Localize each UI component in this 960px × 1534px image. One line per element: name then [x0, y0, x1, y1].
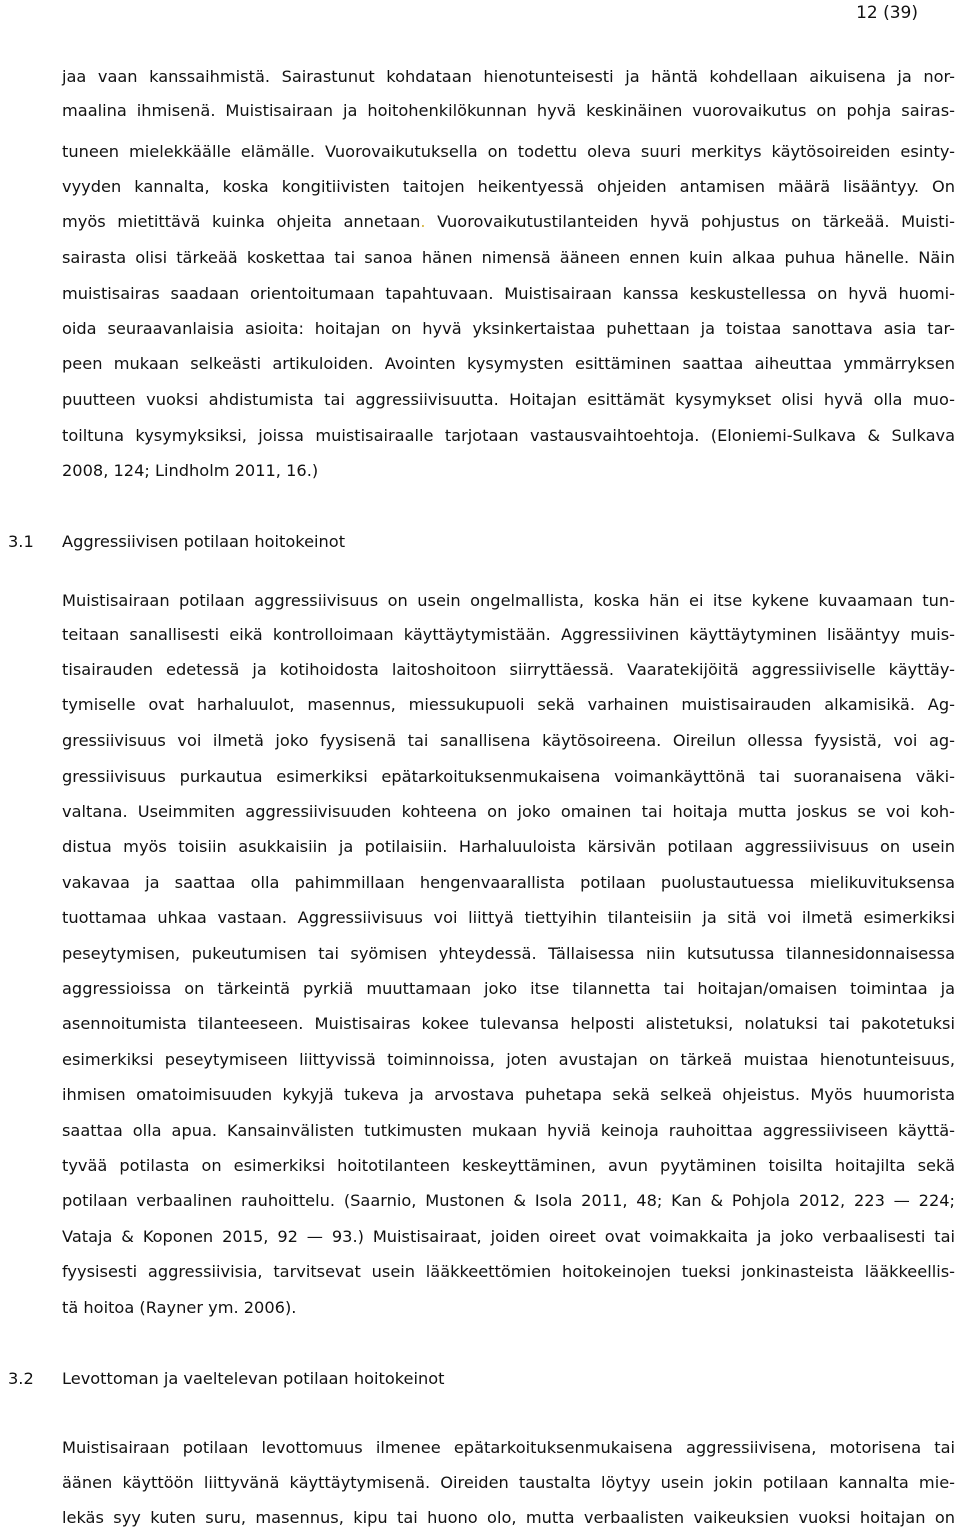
text-line: tuneen mielekkäälle elämälle. Vuorovaikutuksella on todettu oleva suuri merkitys käytösoireiden esinty-	[62, 142, 955, 161]
text-line: fyysisesti aggressiivisia, tarvitsevat usein lääkkeettömien hoitokeinojen tueksi jonkinasteista lääkkeellis-	[62, 1262, 955, 1281]
text-line: 2008, 124; Lindholm 2011, 16.)	[62, 461, 319, 480]
text-line: saattaa olla apua. Kansainvälisten tutkimusten mukaan hyviä keinoja rauhoittaa aggressiiviseen käyttä-	[62, 1121, 955, 1140]
text-line: asennoitumista tilanteeseen. Muistisairas kokee tulevansa helposti alistetuksi, nolatuksi tai pakotetuksi	[62, 1014, 955, 1033]
text-line: tuottamaa uhkaa vastaan. Aggressiivisuus voi liittyä tiettyihin tilanteisiin ja sitä voi ilmetä esimerkiksi	[62, 908, 955, 927]
text-line: gressiivisuus purkautua esimerkiksi epätarkoituksenmukaisena voimankäyttönä tai suoranaisena väki-	[62, 767, 955, 786]
section-number: 3.1	[8, 532, 34, 551]
text-line: vyyden kannalta, koska kongitiivisten taitojen heikentyessä ohjeiden antamisen määrä lisääntyy. On	[62, 177, 955, 196]
text-line: tisairauden edetessä ja kotihoidosta laitoshoitoon siirryttäessä. Vaaratekijöitä aggressiiviselle käyttäy-	[62, 660, 955, 679]
text-line: äänen käyttöön liittyvänä käyttäytymisenä. Oireiden taustalta löytyy usein jokin potilaan kannalta mie-	[62, 1473, 955, 1492]
text-line: peen mukaan selkeästi artikuloiden. Avointen kysymysten esittäminen saattaa aiheuttaa ymmärryksen	[62, 354, 955, 373]
text-line: gressiivisuus voi ilmetä joko fyysisenä tai sanallisena käytösoireena. Oireilun ollessa fyysistä, voi ag-	[62, 731, 955, 750]
highlighted-period: .	[420, 212, 426, 231]
text-line: muistisairas saadaan orientoitumaan tapahtuvaan. Muistisairaan kanssa keskustellessa on hyvä huomi-	[62, 284, 955, 303]
text-line: ihmisen omatoimisuuden kykyjä tukeva ja arvostava puhetapa sekä selkeä ohjeistus. Myös huumorista	[62, 1085, 955, 1104]
section-title: Aggressiivisen potilaan hoitokeinot	[62, 532, 346, 551]
text-line: sairasta olisi tärkeää koskettaa tai sanoa hänen nimensä ääneen ennen kuin alkaa puhua hänelle. Näin	[62, 248, 955, 267]
text-run: Vuorovaikutustilanteiden hyvä pohjustus on tärkeää. Muisti-	[425, 212, 955, 231]
text-line: maalina ihmisenä. Muistisairaan ja hoitohenkilökunnan hyvä keskinäinen vuorovaikutus on pohja sairas-	[62, 101, 955, 120]
text-line: peseytymisen, pukeutumisen tai syömisen yhteydessä. Tällaisessa niin kutsutussa tilannesidonnaisessa	[62, 944, 955, 963]
text-line: tymiselle ovat harhaluulot, masennus, miessukupuoli sekä varhainen muistisairauden alkamisikä. Ag-	[62, 695, 955, 714]
text-line: esimerkiksi peseytymiseen liittyvissä toiminnoissa, joten avustajan on tärkeä muistaa hienotunteisuus,	[62, 1050, 955, 1069]
text-line: Vataja & Koponen 2015, 92 — 93.) Muistisairaat, joiden oireet ovat voimakkaita ja joko verbaalisesti tai	[62, 1227, 955, 1246]
section-title: Levottoman ja vaeltelevan potilaan hoitokeinot	[62, 1369, 445, 1388]
text-line: oida seuraavanlaisia asioita: hoitajan on hyvä yksinkertaistaa puhettaan ja toistaa sanottava asia tar-	[62, 319, 955, 338]
text-line: tyvää potilasta on esimerkiksi hoitotilanteen keskeyttäminen, avun pyytäminen toisilta hoitajilta sekä	[62, 1156, 955, 1175]
text-line: tä hoitoa (Rayner ym. 2006).	[62, 1298, 297, 1317]
text-line: aggressioissa on tärkeintä pyrkiä muuttamaan joko itse tilannetta tai hoitajan/omaisen toimintaa ja	[62, 979, 955, 998]
page-number: 12 (39)	[856, 3, 918, 23]
text-line: Muistisairaan potilaan aggressiivisuus on usein ongelmallista, koska hän ei itse kykene kuvaamaan tun-	[62, 591, 955, 610]
text-line: lekäs syy kuten suru, masennus, kipu tai huono olo, mutta verbaalisten vaikeuksien vuoksi hoitajan on	[62, 1508, 955, 1527]
text-line	[62, 211, 955, 233]
text-line: potilaan verbaalinen rauhoittelu. (Saarnio, Mustonen & Isola 2011, 48; Kan & Pohjola 2012, 223 — 224;	[62, 1191, 955, 1210]
text-line: valtana. Useimmiten aggressiivisuuden kohteena on joko omainen tai hoitaja mutta joskus se voi koh-	[62, 802, 955, 821]
text-line: distua myös toisiin asukkaisiin ja potilaisiin. Harhaluuloista kärsivän potilaan aggressiivisuus on usein	[62, 837, 955, 856]
section-number: 3.2	[8, 1369, 34, 1388]
text-line: jaa vaan kanssaihmistä. Sairastunut kohdataan hienotunteisesti ja häntä kohdellaan aikuisena ja nor-	[62, 67, 955, 86]
text-line: puutteen vuoksi ahdistumista tai aggressiivisuutta. Hoitajan esittämät kysymykset olisi hyvä olla muo-	[62, 390, 955, 409]
text-line: vakavaa ja saattaa olla pahimmillaan hengenvaarallista potilaan puolustautuessa mielikuvituksensa	[62, 873, 955, 892]
text-line: Muistisairaan potilaan levottomuus ilmenee epätarkoituksenmukaisena aggressiivisena, motorisena tai	[62, 1438, 955, 1457]
text-line: toiltuna kysymyksiksi, joissa muistisairaalle tarjotaan vastausvaihtoehtoja. (Eloniemi-Sulkava & Sulkava	[62, 426, 955, 445]
text-run: myös mietittävä kuinka ohjeita annetaan	[62, 212, 421, 231]
text-line: teitaan sanallisesti eikä kontrolloimaan käyttäytymistään. Aggressiivinen käyttäytyminen lisääntyy muis-	[62, 625, 955, 644]
